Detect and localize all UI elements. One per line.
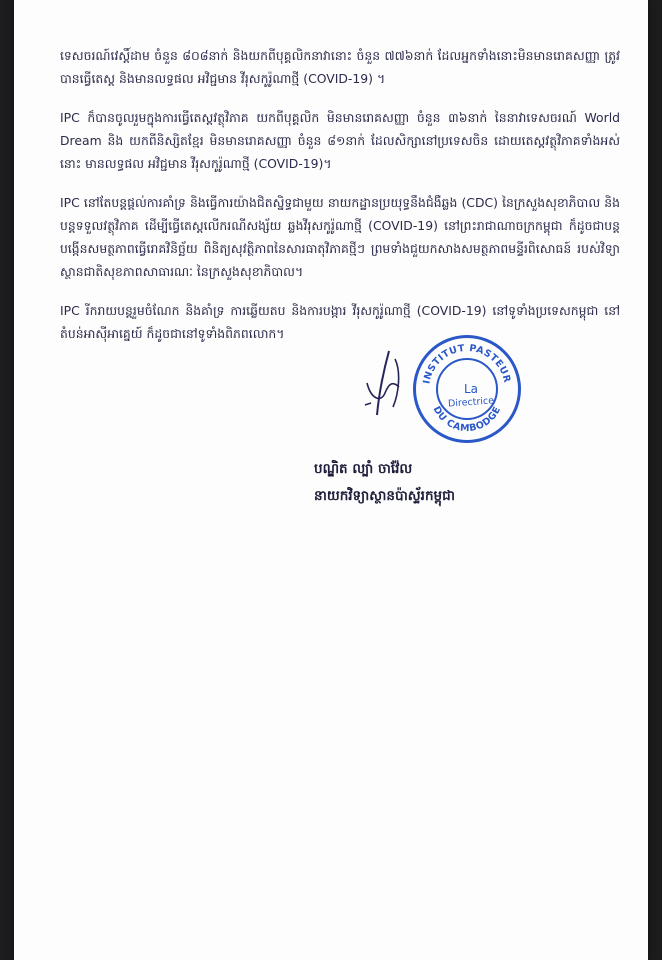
stamp-label-directrice: Directrice [447,395,495,410]
paragraph-4: IPC រីករាយបន្តរួមចំណែក និងគាំទ្រ ការឆ្លើយតប និងការបង្ការ វីរុសកូរ៉ូណាថ្មី (COVID-19) នៅទូទាំងប្រទេសកម្ពុជា នៅតំបន់អាស៊ីអាគ្នេយ៍ ក៏ដូចជានៅទូទាំងពិភពលោក។ [60,303,620,341]
signature-block [359,335,529,455]
paragraph-3: IPC នៅតែបន្តផ្តល់ការគាំទ្រ និងធ្វើការយ៉ាងជិតស្និទ្ធជាមួយ នាយកដ្ឋានប្រយុទ្ធនឹងជំងឺឆ្លង (CDC) នៃក្រសួងសុខាភិបាល និងបន្តទទួលវត្ថុវិភាគ ដើម្បីធ្វើតេស្តលើករណីសង្ស័យ ឆ្លងវីរុសកូរ៉ូណាថ្មី (COVID-19) នៅព្រះរាជាណាចក្រកម្ពុជា ក៏ដូចជាបន្តបង្កើនសមត្ថភាពធ្វើរោគវិនិច្ឆ័យ ពិនិត្យសុវត្ថិភាពនៃសារធាតុវិភាគថ្មីៗ ព្រមទាំងជួយកសាងសមត្ថភាពមន្ទីរពិសោធន៍ របស់វិទ្យាស្ថានជាតិសុខភាពសាធារណៈ នៃក្រសួងសុខាភិបាល។ [60,195,620,279]
paragraph-1: ទេសចរណ៍វេស្ដិ៍ដាម ចំនួន ៨០៨នាក់ និងយកពីបុគ្គលិកនាវានោះ ចំនួន ៧៧៦នាក់ ដែលអ្នកទាំងនោះមិនមានរោគសញ្ញា ត្រូវបានធ្វើតេស្ត និងមានលទ្ធផល អវិជ្ជមាន វីរុសកូរ៉ូណាថ្មី (COVID-19) ។ [60,48,620,86]
signer-block [314,456,455,510]
stamp-inner-ring [436,358,498,420]
paragraph-2: IPC ក៏បានចូលរួមក្នុងការធ្វើតេស្តវត្ថុវិភាគ យកពីបុគ្គលិក មិនមានរោគសញ្ញា ចំនួន ៣៦នាក់ នៃនាវាទេសចរណ៍ World Dream និង យកពីនិស្សិតខ្មែរ មិនមានរោគសញ្ញា ចំនួន ៨១នាក់ ដែលសិក្សានៅប្រទេសចិន ដោយតេស្តវត្ថុវិភាគទាំងអស់នោះ មានលទ្ធផល អវិជ្ជមាន វីរុសកូរ៉ូណាថ្មី (COVID-19)។ [60,110,620,171]
svg-text:DU CAMBODGE: DU CAMBODGE [430,404,504,435]
document-page [14,0,648,960]
document-body [60,44,620,361]
signer-title: នាយកវិទ្យាស្ថានប៉ាស្ទ័រកម្ពុជា [314,488,455,504]
stamp-label-la: La [464,382,479,396]
institut-pasteur-stamp [413,335,521,443]
signer-name: បណ្ឌិត ល្បាំ ចាវ៉ែល [314,461,413,477]
svg-text:INSTITUT PASTEUR: INSTITUT PASTEUR [421,342,513,385]
